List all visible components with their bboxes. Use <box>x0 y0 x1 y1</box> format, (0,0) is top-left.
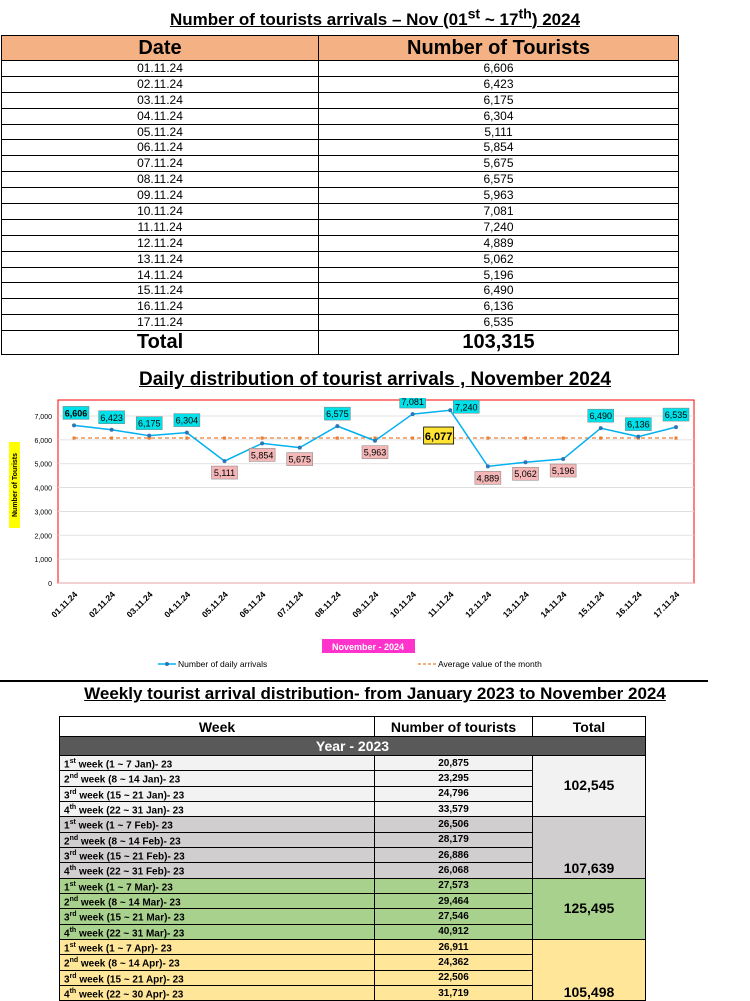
week-suffix: rd <box>69 788 77 796</box>
table-row <box>2 267 679 283</box>
date-cell: 01.11.24 <box>2 61 319 77</box>
tourists-cell: 5,196 <box>319 267 679 283</box>
week-label <box>60 939 375 954</box>
date-cell: 06.11.24 <box>2 140 319 156</box>
y-tick-label: 2,000 <box>34 533 52 541</box>
week-suffix: st <box>69 758 76 765</box>
x-axis-label: November - 2024 <box>331 642 405 652</box>
daily-marker <box>298 446 302 450</box>
date-cell: 09.11.24 <box>2 188 319 204</box>
average-marker <box>411 437 414 440</box>
daily-marker <box>448 408 452 412</box>
month-total: 105,498 <box>533 939 646 1000</box>
tourists-cell: 5,675 <box>319 156 679 172</box>
week-value: 29,464 <box>375 893 533 908</box>
weekly-title-text: Weekly tourist arrival distribution- from January 2023 to November 2024 <box>84 684 666 703</box>
total-value: 103,315 <box>319 331 679 355</box>
month-total: 125,495 <box>533 878 646 939</box>
data-label: 7,240 <box>454 402 478 413</box>
title-sup: th <box>518 6 532 22</box>
legend-label-daily: Number of daily arrivals <box>178 659 268 669</box>
average-marker <box>524 437 527 440</box>
y-tick-label: 6,000 <box>34 437 52 445</box>
week-range: week (15 ~ 21 Feb)- 23 <box>76 851 185 863</box>
week-number: 2 <box>64 958 70 970</box>
week-value: 26,886 <box>375 847 533 862</box>
tourists-cell: 6,136 <box>319 299 679 315</box>
week-number: 3 <box>64 973 70 985</box>
week-range: week (15 ~ 21 Mar)- 23 <box>76 912 185 924</box>
x-tick-label: 03.11.24 <box>124 589 155 620</box>
table-row <box>2 283 679 299</box>
week-range: week (22 ~ 30 Apr)- 23 <box>76 989 184 1001</box>
chart-title: Daily distribution of tourist arrivals , November 2024 <box>139 369 611 390</box>
week-number: 4 <box>64 927 70 939</box>
column-header-tourists: Number of Tourists <box>319 36 679 61</box>
week-suffix: nd <box>69 957 79 965</box>
week-range: week (8 ~ 14 Mar)- 23 <box>78 897 181 909</box>
average-marker <box>73 437 76 440</box>
x-tick-label: 09.11.24 <box>350 589 381 620</box>
week-range: week (1 ~ 7 Jan)- 23 <box>75 759 173 771</box>
date-cell: 07.11.24 <box>2 156 319 172</box>
table-row <box>2 76 679 92</box>
x-tick-label: 02.11.24 <box>86 589 118 620</box>
week-range: week (8 ~ 14 Apr)- 23 <box>78 958 180 970</box>
data-label: 7,081 <box>401 398 424 408</box>
daily-marker <box>335 424 339 428</box>
week-label <box>60 817 375 832</box>
average-marker <box>298 437 301 440</box>
week-suffix: st <box>69 941 76 949</box>
week-label <box>60 801 375 816</box>
tourists-cell: 5,111 <box>319 124 679 140</box>
week-label <box>60 955 375 970</box>
table-row <box>2 235 679 251</box>
week-range: week (1 ~ 7 Apr)- 23 <box>75 943 172 955</box>
week-range: week (8 ~ 14 Jan)- 23 <box>78 774 181 786</box>
daily-marker <box>72 423 76 427</box>
average-marker <box>562 437 565 440</box>
title-part: Number of tourists arrivals – Nov (01 <box>169 9 468 29</box>
y-tick-label: 4,000 <box>34 485 52 493</box>
x-tick-label: 13.11.24 <box>500 589 531 620</box>
tourists-cell: 7,081 <box>319 204 679 220</box>
x-tick-label: 07.11.24 <box>275 589 306 620</box>
week-suffix: st <box>69 880 76 888</box>
tourists-cell: 6,304 <box>319 108 679 124</box>
week-range: week (8 ~ 14 Feb)- 23 <box>78 835 181 847</box>
x-tick-label: 14.11.24 <box>538 589 569 620</box>
daily-marker <box>486 464 490 468</box>
average-label: 6,077 <box>424 431 453 444</box>
title-sup: st <box>467 6 481 22</box>
week-label <box>60 985 375 1000</box>
weekly-title <box>0 684 750 704</box>
week-label <box>60 924 375 939</box>
year-row: Year - 2023 <box>60 737 646 756</box>
date-cell: 02.11.24 <box>2 76 319 92</box>
column-header-total: Total <box>533 717 646 737</box>
week-number: 4 <box>64 989 70 1001</box>
y-tick-label: 5,000 <box>34 461 52 469</box>
week-suffix: th <box>69 803 77 811</box>
week-number: 3 <box>64 789 70 801</box>
y-tick-label: 0 <box>48 581 52 588</box>
week-number: 3 <box>64 851 70 863</box>
tourists-cell: 7,240 <box>319 219 679 235</box>
table-row <box>2 124 679 140</box>
table-row <box>2 188 679 204</box>
data-label: 6,423 <box>100 412 123 423</box>
week-value: 28,179 <box>375 832 533 847</box>
week-number: 1 <box>64 881 70 893</box>
week-suffix: nd <box>69 834 79 842</box>
week-label <box>60 756 375 771</box>
daily-marker <box>561 457 565 461</box>
average-marker <box>261 437 264 440</box>
daily-arrivals-chart <box>0 398 750 678</box>
date-cell: 15.11.24 <box>2 283 319 299</box>
week-range: week (1 ~ 7 Feb)- 23 <box>75 820 173 832</box>
x-tick-label: 04.11.24 <box>162 589 193 620</box>
tourists-cell: 5,854 <box>319 140 679 156</box>
week-range: week (1 ~ 7 Mar)- 23 <box>75 881 173 893</box>
average-marker <box>675 437 678 440</box>
date-cell: 11.11.24 <box>2 219 319 235</box>
table-row <box>2 299 679 315</box>
tourists-cell: 6,423 <box>319 76 679 92</box>
week-label <box>60 771 375 786</box>
average-marker <box>336 437 339 440</box>
data-label: 5,111 <box>213 468 236 479</box>
data-label: 6,575 <box>326 409 349 420</box>
daily-marker <box>223 459 227 463</box>
title-part: ~ 17 <box>480 9 519 29</box>
table-row <box>2 92 679 108</box>
data-label: 5,854 <box>250 450 274 461</box>
week-suffix: th <box>69 926 77 934</box>
table-row <box>2 140 679 156</box>
tourists-cell: 6,606 <box>319 61 679 77</box>
daily-marker <box>373 439 377 443</box>
week-row <box>60 939 646 954</box>
y-axis-label: Number of Tourists <box>12 452 19 518</box>
week-value: 26,911 <box>375 939 533 954</box>
date-cell: 08.11.24 <box>2 172 319 188</box>
tourists-cell: 6,490 <box>319 283 679 299</box>
week-value: 24,362 <box>375 955 533 970</box>
date-cell: 12.11.24 <box>2 235 319 251</box>
column-header-number: Number of tourists <box>375 717 533 737</box>
x-tick-label: 01.11.24 <box>49 589 80 620</box>
week-value: 23,295 <box>375 771 533 786</box>
week-row <box>60 817 646 832</box>
weekly-arrivals-table <box>59 716 646 1001</box>
table-row <box>2 219 679 235</box>
date-cell: 10.11.24 <box>2 204 319 220</box>
date-cell: 17.11.24 <box>2 315 319 331</box>
x-tick-label: 05.11.24 <box>199 589 230 620</box>
x-tick-label: 06.11.24 <box>237 589 268 620</box>
week-label <box>60 878 375 893</box>
table-row <box>2 156 679 172</box>
data-label: 6,490 <box>589 411 613 422</box>
week-value: 27,546 <box>375 909 533 924</box>
x-tick-label: 15.11.24 <box>576 589 607 620</box>
average-marker <box>185 437 188 440</box>
week-number: 1 <box>64 759 70 771</box>
week-suffix: nd <box>69 895 79 903</box>
legend-label-average: Average value of the month <box>438 659 542 669</box>
x-tick-label: 17.11.24 <box>651 589 682 620</box>
week-range: week (22 ~ 31 Jan)- 23 <box>76 805 184 817</box>
week-row <box>60 756 646 771</box>
x-tick-label: 16.11.24 <box>613 589 644 620</box>
week-number: 3 <box>64 912 70 924</box>
tourists-cell: 4,889 <box>319 235 679 251</box>
week-range: week (22 ~ 31 Feb)- 23 <box>76 866 185 878</box>
y-tick-label: 7,000 <box>34 414 52 421</box>
daily-marker <box>599 426 603 430</box>
week-suffix: rd <box>69 911 77 919</box>
date-cell: 05.11.24 <box>2 124 319 140</box>
month-total: 102,545 <box>533 756 646 817</box>
date-cell: 03.11.24 <box>2 92 319 108</box>
week-suffix: rd <box>69 972 77 980</box>
week-range: week (22 ~ 31 Mar)- 23 <box>76 927 185 939</box>
data-label: 5,963 <box>363 447 387 458</box>
x-tick-label: 11.11.24 <box>425 589 456 620</box>
column-header-week: Week <box>60 717 375 737</box>
data-label: 5,675 <box>288 454 312 465</box>
week-label <box>60 832 375 847</box>
week-number: 4 <box>64 805 70 817</box>
title-part: ) 2024 <box>531 9 581 29</box>
daily-marker <box>260 441 264 445</box>
table-row <box>2 108 679 124</box>
data-label: 6,136 <box>627 419 650 430</box>
week-label <box>60 909 375 924</box>
daily-arrivals-table <box>1 35 679 355</box>
total-row <box>2 331 679 355</box>
week-value: 20,875 <box>375 756 533 771</box>
week-value: 40,912 <box>375 924 533 939</box>
daily-marker <box>674 425 678 429</box>
page-title <box>0 6 750 30</box>
month-total: 107,639 <box>533 817 646 878</box>
week-suffix: th <box>69 865 77 873</box>
week-number: 4 <box>64 866 70 878</box>
week-value: 22,506 <box>375 970 533 985</box>
tourists-cell: 5,963 <box>319 188 679 204</box>
legend-marker-daily <box>165 662 169 666</box>
week-number: 2 <box>64 897 70 909</box>
column-header-date: Date <box>2 36 319 61</box>
week-label <box>60 863 375 878</box>
data-label: 4,889 <box>476 473 500 484</box>
daily-marker <box>147 434 151 438</box>
x-tick-label: 10.11.24 <box>387 589 419 620</box>
x-tick-label: 08.11.24 <box>312 589 343 620</box>
week-value: 26,068 <box>375 863 533 878</box>
date-cell: 16.11.24 <box>2 299 319 315</box>
data-label: 6,175 <box>137 418 161 429</box>
table-row <box>2 172 679 188</box>
daily-marker <box>411 412 415 416</box>
week-suffix: nd <box>69 773 79 781</box>
average-marker <box>599 437 602 440</box>
tourists-cell: 6,175 <box>319 92 679 108</box>
week-value: 31,719 <box>375 985 533 1000</box>
week-number: 1 <box>64 820 70 832</box>
week-number: 1 <box>64 943 70 955</box>
daily-marker <box>636 435 640 439</box>
data-label: 6,304 <box>175 415 199 426</box>
data-label: 6,535 <box>664 410 688 421</box>
data-label: 5,196 <box>551 466 575 477</box>
date-cell: 14.11.24 <box>2 267 319 283</box>
week-number: 2 <box>64 774 70 786</box>
week-value: 26,506 <box>375 817 533 832</box>
data-label: 6,606 <box>64 408 88 419</box>
average-marker <box>110 437 113 440</box>
week-label <box>60 786 375 801</box>
week-label <box>60 970 375 985</box>
week-value: 27,573 <box>375 878 533 893</box>
week-suffix: st <box>69 819 76 827</box>
average-marker <box>223 437 226 440</box>
average-marker <box>486 437 489 440</box>
week-value: 33,579 <box>375 801 533 816</box>
daily-marker <box>185 431 189 435</box>
table-row <box>2 315 679 331</box>
week-label <box>60 893 375 908</box>
week-number: 2 <box>64 835 70 847</box>
date-cell: 04.11.24 <box>2 108 319 124</box>
table-row <box>2 251 679 267</box>
data-label: 5,062 <box>514 469 537 480</box>
tourists-cell: 5,062 <box>319 251 679 267</box>
daily-marker <box>110 428 114 432</box>
week-range: week (15 ~ 21 Jan)- 23 <box>76 789 185 801</box>
week-suffix: th <box>69 987 77 995</box>
week-value: 24,796 <box>375 786 533 801</box>
daily-marker <box>524 460 528 464</box>
y-tick-label: 3,000 <box>34 509 52 517</box>
week-suffix: rd <box>69 849 77 857</box>
week-label <box>60 847 375 862</box>
date-cell: 13.11.24 <box>2 251 319 267</box>
y-tick-label: 1,000 <box>34 557 52 565</box>
tourists-cell: 6,575 <box>319 172 679 188</box>
tourists-cell: 6,535 <box>319 315 679 331</box>
week-range: week (15 ~ 21 Apr)- 23 <box>76 973 184 985</box>
section-divider <box>0 680 708 682</box>
table-row <box>2 204 679 220</box>
table-row <box>2 61 679 77</box>
week-row <box>60 878 646 893</box>
total-label: Total <box>2 331 319 355</box>
x-tick-label: 12.11.24 <box>463 589 494 620</box>
